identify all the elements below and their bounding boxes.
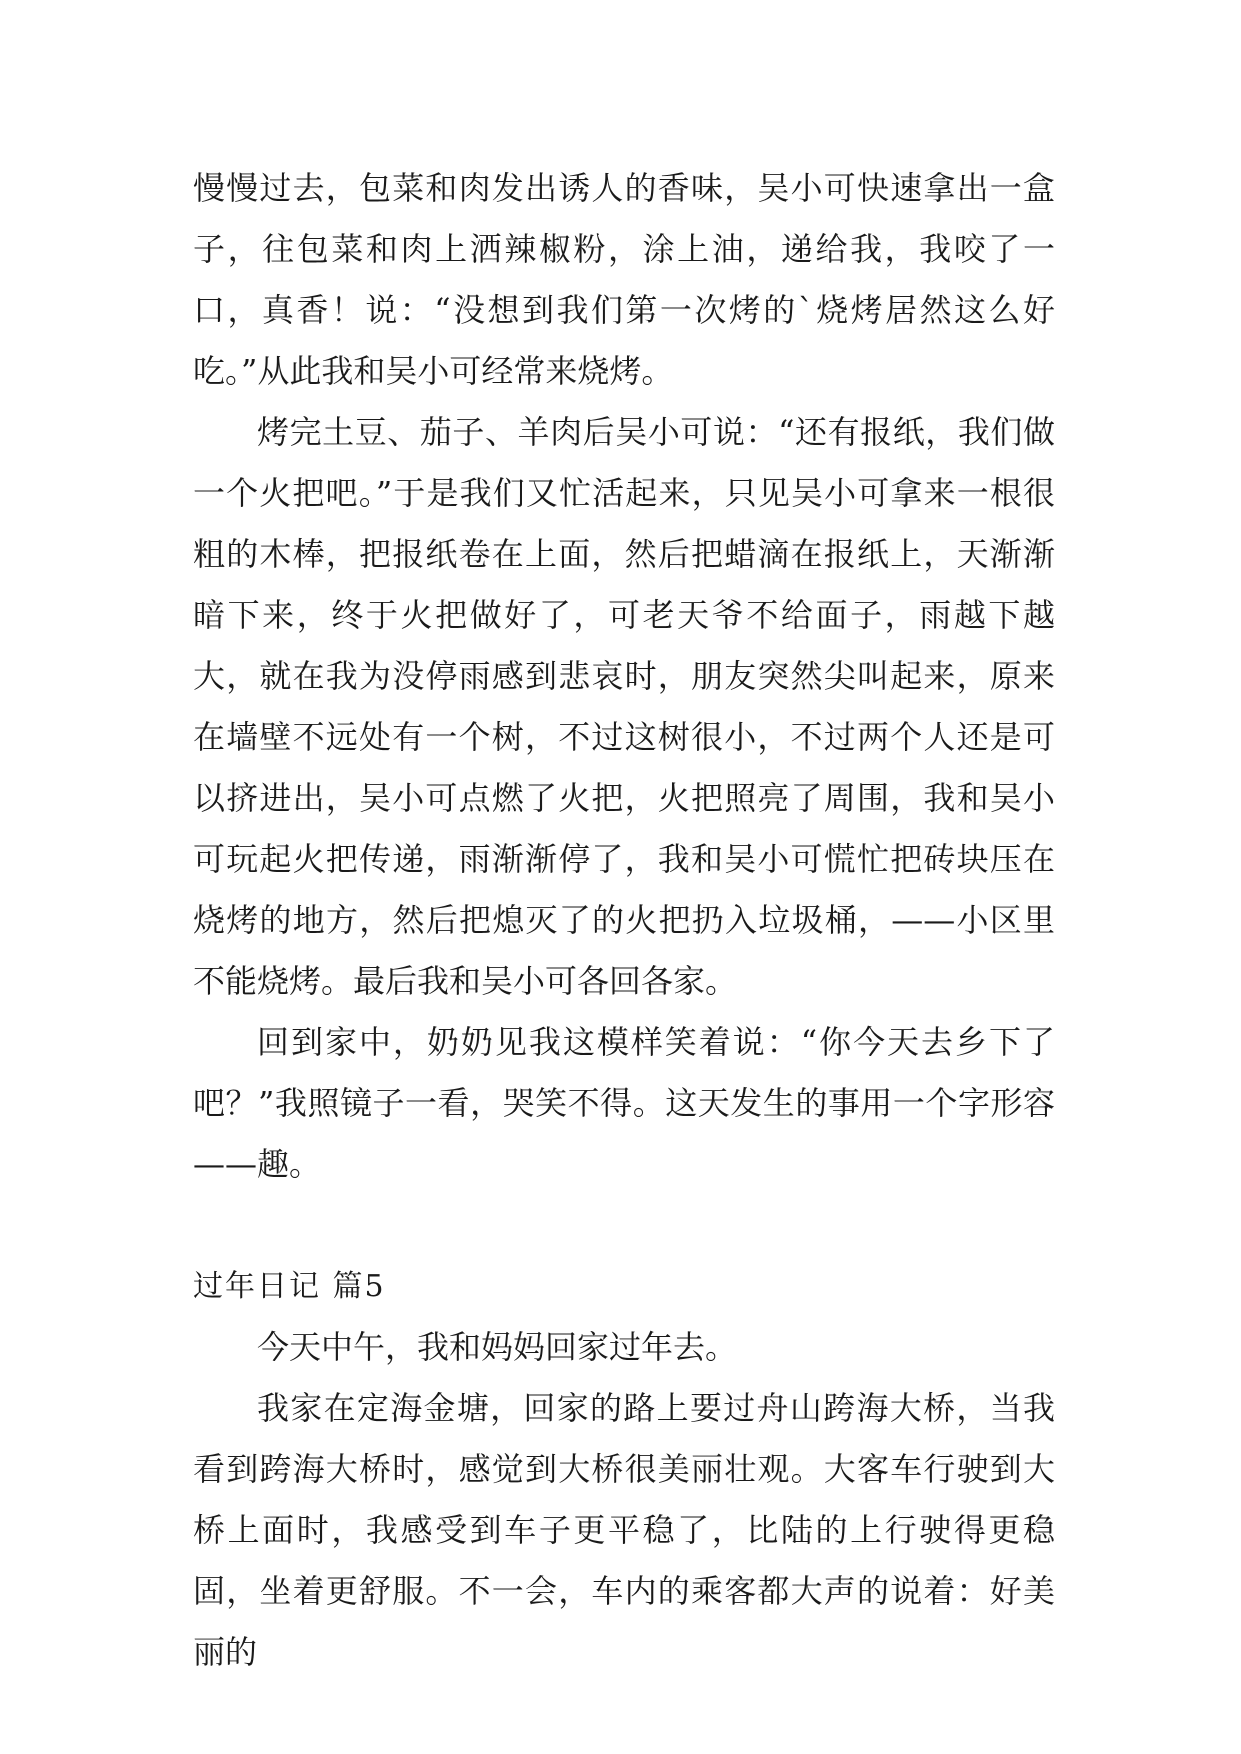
section-spacer bbox=[193, 1195, 1055, 1256]
paragraph: 今天中午，我和妈妈回家过年去。 bbox=[257, 1328, 738, 1366]
document-body bbox=[193, 158, 1055, 1683]
paragraph: 我家在定海金塘，回家的路上要过舟山跨海大桥，当我看到跨海大桥时，感觉到大桥很美丽壮观。大客车行驶到大桥上面时，我感受到车子更平稳了，比陆的上行驶得更稳固，坐着更舒服。不一会，车内的乘客都大声的说着：好美丽的 bbox=[193, 1389, 1055, 1671]
paragraph: 烤完土豆、茄子、羊肉后吴小可说：“还有报纸，我们做一个火把吧。”于是我们又忙活起来，只见吴小可拿来一根很粗的木棒，把报纸卷在上面，然后把蜡滴在报纸上，天渐渐暗下来，终于火把做好了，可老天爷不给面子，雨越下越大，就在我为没停雨感到悲哀时，朋友突然尖叫起来，原来在墙壁不远处有一个树，不过这树很小，不过两个人还是可以挤进出，吴小可点燃了火把，火把照亮了周围，我和吴小可玩起火把传递，雨渐渐停了，我和吴小可慌忙把砖块压在烧烤的地方，然后把熄灭了的火把扔入垃圾桶，——小区里不能烧烤。最后我和吴小可各回各家。 bbox=[193, 413, 1055, 1000]
paragraph: 回到家中，奶奶见我这模样笑着说：“你今天去乡下了吧？”我照镜子一看，哭笑不得。这天发生的事用一个字形容——趣。 bbox=[193, 1023, 1055, 1183]
section-heading: 过年日记 篇5 bbox=[193, 1269, 386, 1304]
paragraph: 慢慢过去，包菜和肉发出诱人的香味，吴小可快速拿出一盒子，往包菜和肉上洒辣椒粉，涂上油，递给我，我咬了一口，真香！说：“没想到我们第一次烤的`烧烤居然这么好吃。”从此我和吴小可经常来烧烤。 bbox=[193, 169, 1055, 390]
